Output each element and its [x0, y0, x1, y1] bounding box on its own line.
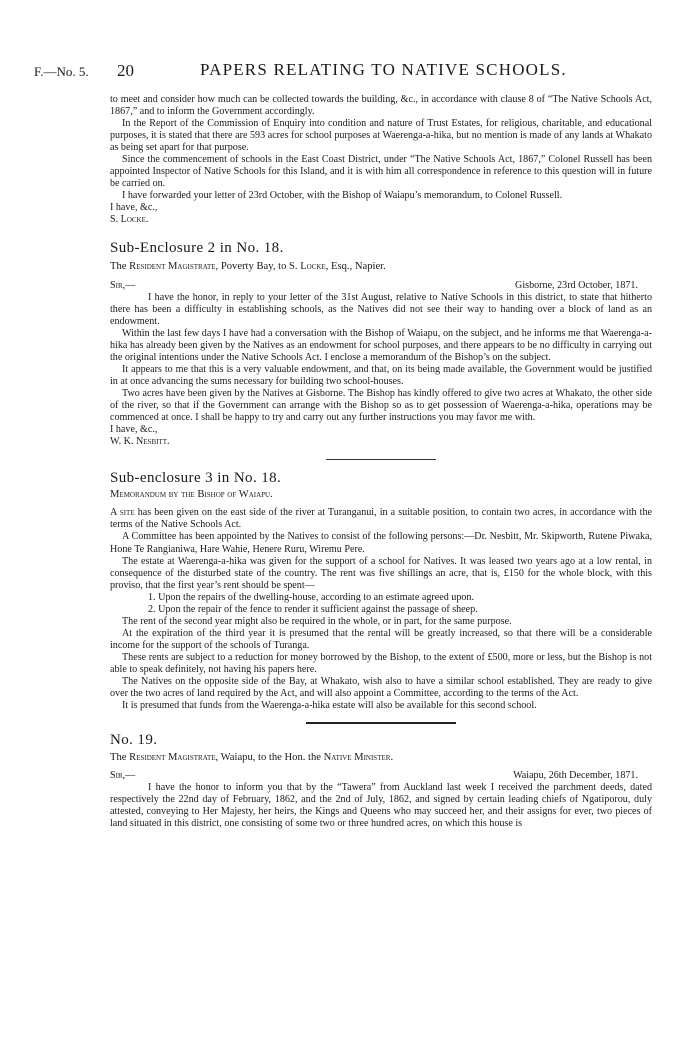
closing: I have, &c., [110, 424, 158, 436]
list-item: 2. Upon the repair of the fence to render it sufficient against the passage of sheep. [148, 603, 478, 615]
page-header [0, 60, 700, 84]
paragraph: In the Report of the Commission of Enquiry into condition and nature of Trust Estates, for religious, charitable, and educational purposes, it is stated that there are 593 acres for school purposes at Waerenga-a-hika, but no mention is made of any lands at Whakato as being set apart for that purpose. [110, 118, 652, 154]
paragraph: It is presumed that funds from the Waerenga-a-hika estate will also be available for this second school. [122, 700, 537, 712]
paragraph: Two acres have been given by the Natives at Gisborne. The Bishop has kindly offered to give two acres at Whakato, the other side of the river, so that if the Government can arrange with the Bishop so as to get possession of Waerenga-a-hika, operations may be commenced at once. I shall be happy to try and carry out any further instructions you may favor me with. [110, 388, 652, 424]
paragraph: I have the honor to inform you that by the “Tawera” from Auckland last week I received the parchment deeds, dated respectively the 22nd day of February, 1862, and the 2nd of July, 1862, and signed by certain leading chiefs of Ngatiporou, duly attested, conveying to Her Majesty, her heirs, the Kings and Queens who may succeed her, and their assigns for ever, two pieces of land situated in this district, one consisting of some two or three hundred acres, on which this house is [110, 782, 652, 830]
paragraph: Since the commencement of schools in the East Coast District, under “The Native Schools Act, 1867,” Colonel Russell has been appointed Inspector of Native Schools for this Island, and it is with him all correspondence in reference to this question will in future be carried on. [110, 154, 652, 190]
letter-date: Waiapu, 26th December, 1871. [513, 770, 638, 782]
paragraph: It appears to me that this is a very valuable endowment, and that, on its being made available, the Government would be justified in at once advancing the sums necessary for building two school-houses. [110, 363, 652, 387]
paragraph: A Committee has been appointed by the Natives to consist of the following persons:—Dr. Nesbitt, Mr. Skipworth, Rutene Piwaka, Hone Te Rangianiwa, Hare Wahie, Henere Ruru, Wiremu Pere. [110, 531, 652, 555]
list-item: 1. Upon the repairs of the dwelling-house, according to an estimate agreed upon. [148, 591, 474, 603]
section-heading: Sub-Enclosure 2 in No. 18. [110, 239, 284, 256]
letter-address: The Resident Magistrate, Waiapu, to the Hon. the Native Minister. [110, 752, 394, 764]
paper-reference: F.—No. 5. [34, 64, 89, 79]
section-heading: No. 19. [110, 732, 158, 749]
letter-date: Gisborne, 23rd October, 1871. [515, 279, 638, 291]
signature: W. K. Nesbitt. [110, 436, 170, 448]
letter-address: The Resident Magistrate, Poverty Bay, to S. Locke, Esq., Napier. [110, 260, 386, 272]
paragraph: to meet and consider how much can be collected towards the building, &c., in accordance with clause 8 of “The Native Schools Act, 1867,” and to inform the Government accordingly. [110, 94, 652, 118]
dateline [110, 280, 652, 292]
salutation: Sir,— [110, 770, 136, 782]
paragraph: The estate at Waerenga-a-hika was given for the support of a school for Natives. It was leased two years ago at a low rental, in consequence of the disturbed state of the country. The rent was five shillings an acre, that is, £150 for the whole block, with this proviso, that the first year’s rent should be spent— [110, 555, 652, 591]
page-body [110, 94, 652, 830]
paragraph: I have the honor, in reply to your letter of the 31st August, relative to Native Schools in this district, to state that hitherto there has been a difficulty in establishing schools, as the Natives did not see their way to handing over a block of land as an endowment. [110, 291, 652, 327]
paragraph: Within the last few days I have had a conversation with the Bishop of Waiapu, on the subject, and he informs me that Waerenga-a-hika has already been given by the Natives as an endowment for school purposes, and there appears to be no difficulty in carrying out the original intentions under the Native Schools Act. I enclose a memorandum of the Bishop’s on the subject. [110, 327, 652, 363]
paragraph: I have forwarded your letter of 23rd October, with the Bishop of Waiapu’s memorandum, to Colonel Russell. [122, 190, 563, 202]
closing: I have, &c., [110, 202, 158, 214]
paragraph: The Natives on the opposite side of the Bay, at Whakato, wish also to have a similar school established. They are ready to give over the two acres of land required by the Act, and will also appoint a Committee, according to the terms of the Act. [110, 676, 652, 700]
paragraph: These rents are subject to a reduction for money borrowed by the Bishop, to the extent of £500, more or less, but the Bishop is not able to speak definitely, not having his papers here. [110, 651, 652, 675]
section-heading: Sub-enclosure 3 in No. 18. [110, 470, 282, 487]
salutation: Sir,— [110, 279, 136, 291]
paragraph: A site has been given on the east side of the river at Turanganui, in a suitable position, to contain two acres, in accordance with the terms of the Native Schools Act. [110, 507, 652, 531]
paragraph: At the expiration of the third year it is presumed that the rental will be greatly increased, so that there will be a considerable income for the support of the schools of Turanga. [110, 627, 652, 651]
paragraph: The rent of the second year might also be required in the whole, or in part, for the same purpose. [122, 615, 512, 627]
dateline [110, 770, 652, 782]
memorandum-title: Memorandum by the Bishop of Waiapu. [110, 489, 273, 501]
signature: S. Locke. [110, 214, 149, 226]
page-number: 20 [117, 61, 134, 80]
running-title: PAPERS RELATING TO NATIVE SCHOOLS. [200, 60, 567, 79]
